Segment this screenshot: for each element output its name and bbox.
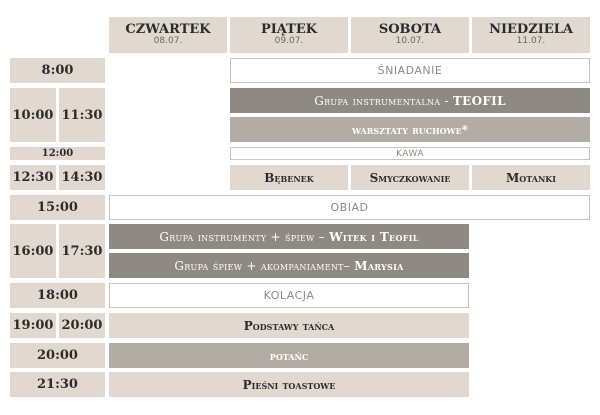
time-1500: 15:00 <box>10 195 105 220</box>
event-potanc: potańc <box>109 343 469 368</box>
event-voice-accompaniment-group <box>109 253 469 278</box>
time-1130: 11:30 <box>59 88 105 142</box>
day-date: 11.07. <box>516 36 546 47</box>
day-name: SOBOTA <box>378 21 442 37</box>
time-1230: 12:30 <box>10 165 56 190</box>
event-dance-basics: Podstawy tańca <box>109 313 469 338</box>
event-instruments-voice-group <box>109 224 469 249</box>
time-1800: 18:00 <box>10 283 105 308</box>
event-bowing: Smyczkowanie <box>351 165 469 190</box>
event-instrumental-group <box>230 88 590 113</box>
day-header-friday <box>230 17 348 53</box>
time-1200: 12:00 <box>10 147 105 160</box>
event-coffee: KAWA <box>230 147 590 160</box>
event-movement-workshops: warsztaty ruchowe* <box>230 117 590 142</box>
time-2000-split: 20:00 <box>59 313 105 338</box>
event-drum: Bębenek <box>230 165 348 190</box>
event-voice-acc-name: Marysia <box>354 258 404 273</box>
event-instrumental-prefix: Grupa instrumentalna - <box>314 93 453 108</box>
time-1900: 19:00 <box>10 313 56 338</box>
event-instr-voice-prefix: Grupa instrumenty + śpiew – <box>159 229 330 244</box>
event-toast-songs: Pieśni toastowe <box>109 372 469 397</box>
time-1000: 10:00 <box>10 88 56 142</box>
time-1600: 16:00 <box>10 224 56 278</box>
time-1730: 17:30 <box>59 224 105 278</box>
day-date: 08.07. <box>153 36 183 47</box>
day-header-sunday <box>472 17 590 53</box>
day-header-thursday <box>109 17 227 53</box>
event-dinner: KOLACJA <box>109 283 469 308</box>
time-1430: 14:30 <box>59 165 105 190</box>
day-header-saturday <box>351 17 469 53</box>
event-lunch: OBIAD <box>109 195 590 220</box>
time-2130: 21:30 <box>10 372 105 397</box>
day-name: NIEDZIELA <box>489 21 573 37</box>
day-date: 09.07. <box>274 36 304 47</box>
time-0800: 8:00 <box>10 58 105 83</box>
event-instr-voice-names: Witek i Teofil <box>329 229 419 244</box>
day-date: 10.07. <box>395 36 425 47</box>
event-instrumental-name: TEOFIL <box>452 93 506 108</box>
day-name: PIĄTEK <box>260 21 318 37</box>
event-voice-acc-prefix: Grupa śpiew + akompaniament– <box>174 258 355 273</box>
time-2000: 20:00 <box>10 343 105 368</box>
day-name: CZWARTEK <box>125 21 211 37</box>
event-breakfast: ŚNIADANIE <box>230 58 590 83</box>
event-motanki: Motanki <box>472 165 590 190</box>
